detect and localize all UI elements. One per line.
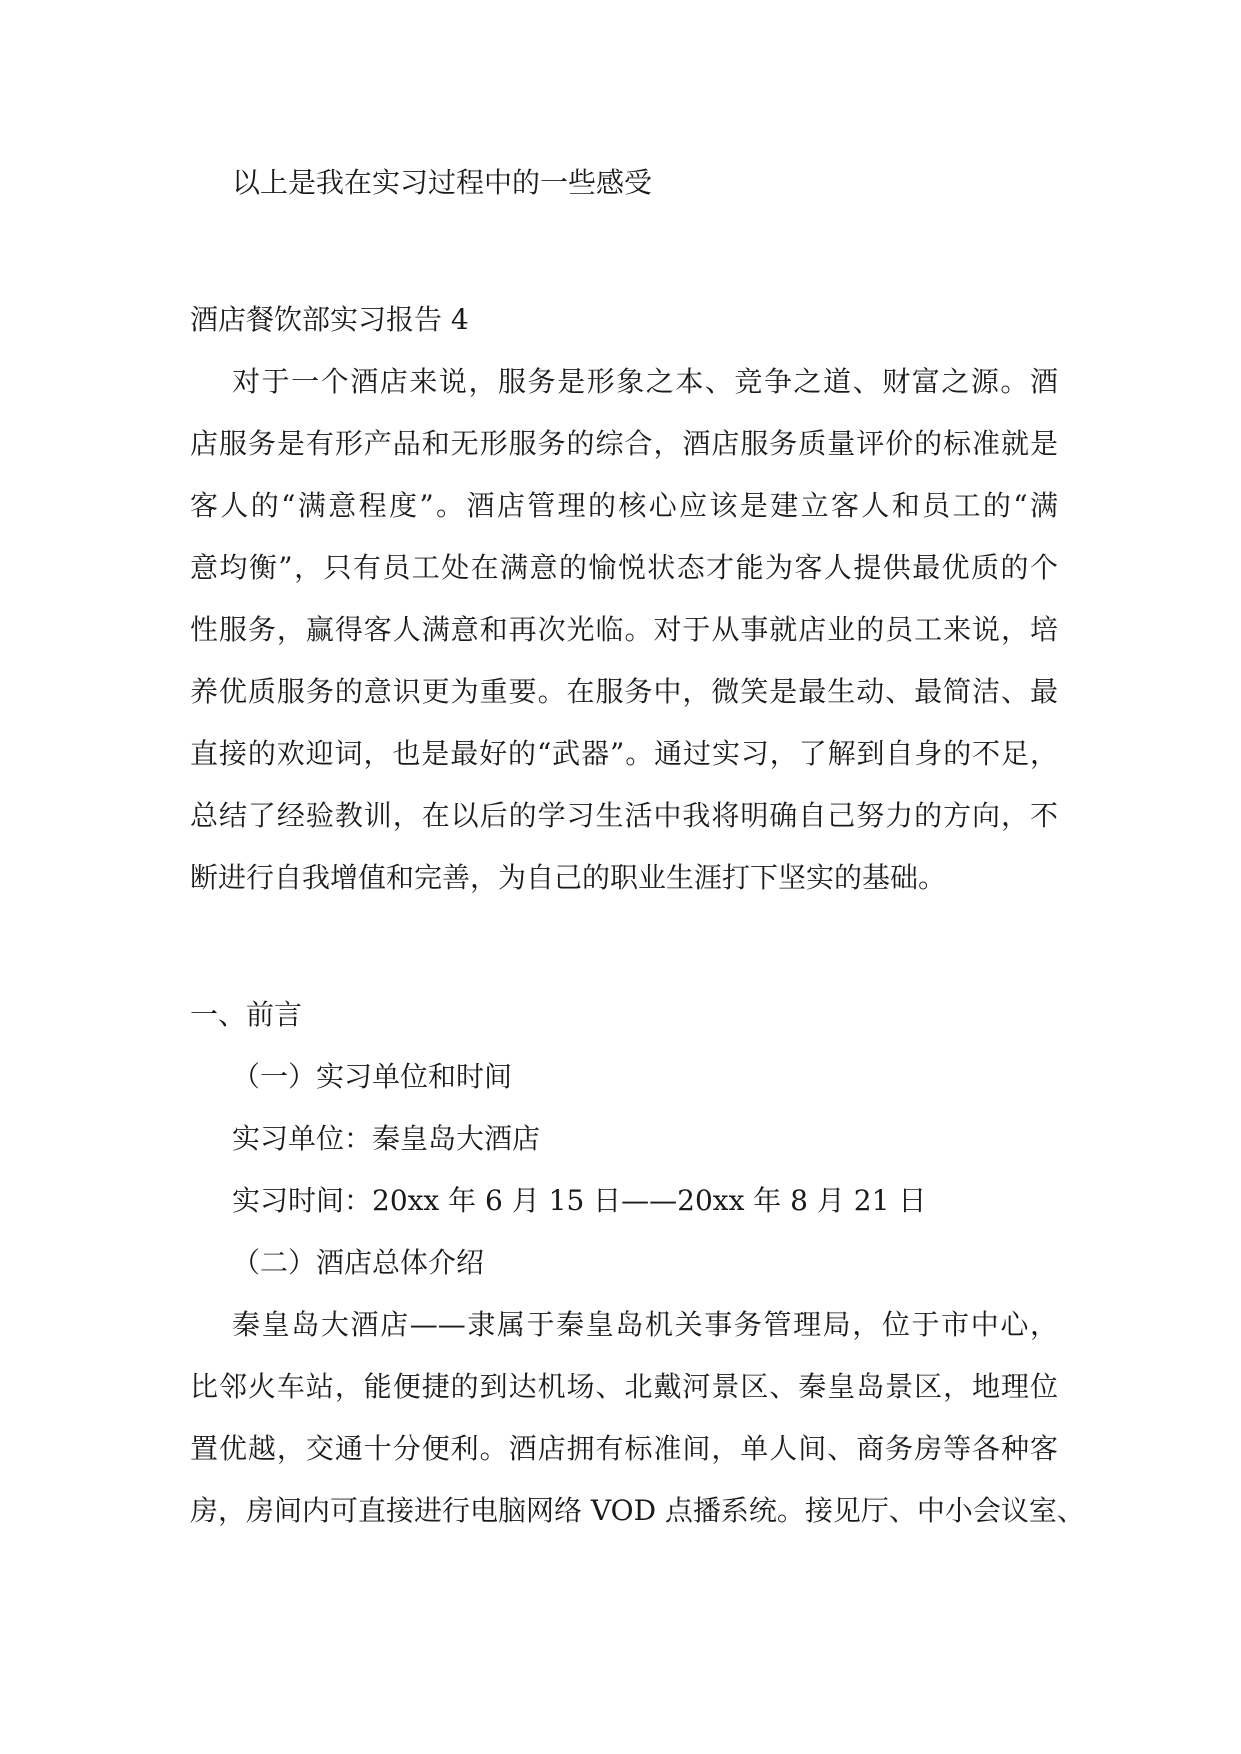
sub2-title: （二）酒店总体介绍 [232, 1246, 485, 1279]
paragraph1-line-6: 养优质服务的意识更为重要。在服务中，微笑是最生动、最简洁、最 [190, 675, 1058, 708]
paragraph2-line-4: 房，房间内可直接进行电脑网络 VOD 点播系统。接见厅、中小会议室、 [190, 1494, 1085, 1527]
paragraph2-line-1: 秦皇岛大酒店——隶属于秦皇岛机关事务管理局，位于市中心， [232, 1308, 1058, 1341]
intro-line: 以上是我在实习过程中的一些感受 [232, 166, 653, 199]
paragraph1-line-9: 断进行自我增值和完善，为自己的职业生涯打下坚实的基础。 [190, 861, 947, 894]
paragraph1-line-4: 意均衡”，只有员工处在满意的愉悦状态才能为客人提供最优质的个 [190, 551, 1058, 584]
unit-line: 实习单位：秦皇岛大酒店 [232, 1122, 541, 1155]
heading-preface: 一、前言 [190, 998, 303, 1031]
paragraph1-line-5: 性服务，赢得客人满意和再次光临。对于从事就店业的员工来说，培 [190, 613, 1058, 646]
section-title: 酒店餐饮部实习报告 4 [190, 303, 469, 336]
paragraph1-line-7: 直接的欢迎词，也是最好的“武器”。通过实习，了解到自身的不足， [190, 737, 1058, 770]
paragraph1-line-8: 总结了经验教训，在以后的学习生活中我将明确自己努力的方向，不 [190, 799, 1058, 832]
paragraph1-line-2: 店服务是有形产品和无形服务的综合，酒店服务质量评价的标准就是 [190, 427, 1058, 460]
paragraph1-line-3: 客人的“满意程度”。酒店管理的核心应该是建立客人和员工的“满 [190, 489, 1058, 522]
time-line: 实习时间：20xx 年 6 月 15 日——20xx 年 8 月 21 日 [232, 1184, 927, 1217]
paragraph2-line-3: 置优越，交通十分便利。酒店拥有标准间，单人间、商务房等各种客 [190, 1432, 1058, 1465]
paragraph2-line-2: 比邻火车站，能便捷的到达机场、北戴河景区、秦皇岛景区，地理位 [190, 1370, 1058, 1403]
sub1-title: （一）实习单位和时间 [232, 1060, 513, 1093]
paragraph1-line-1: 对于一个酒店来说，服务是形象之本、竞争之道、财富之源。酒 [232, 365, 1058, 398]
